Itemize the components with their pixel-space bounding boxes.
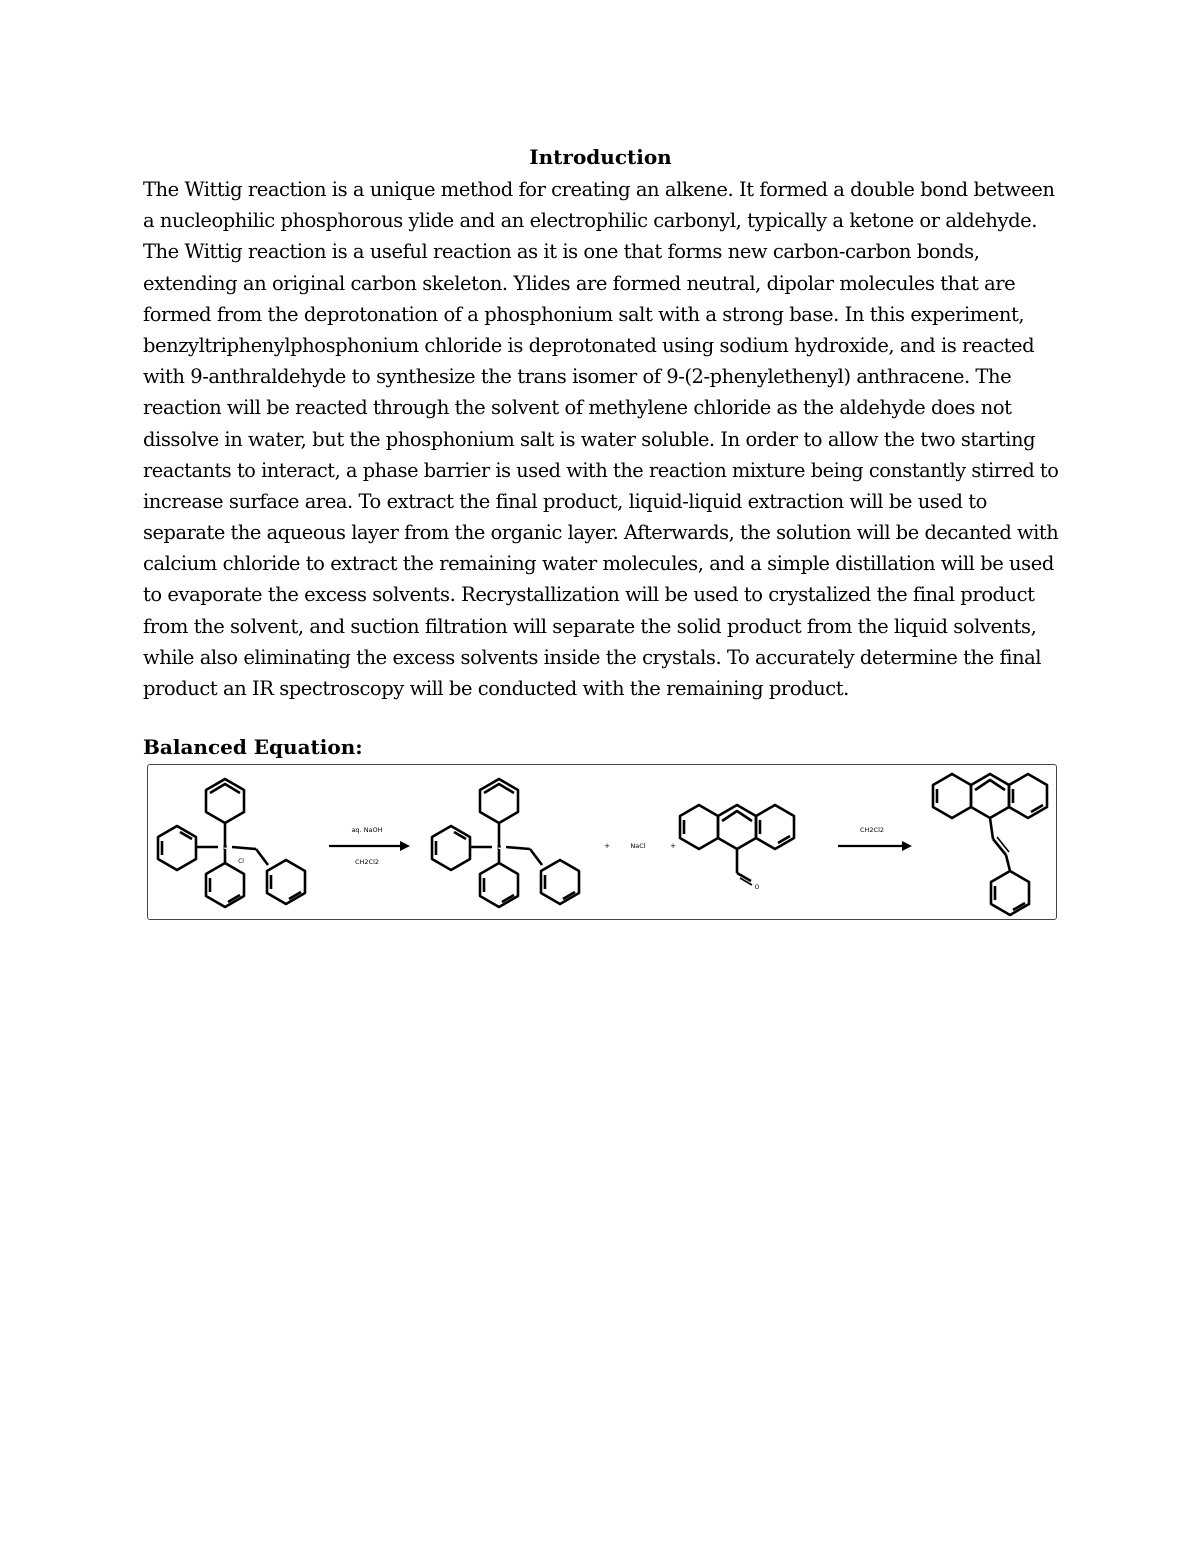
phosphorus-label: P [222,844,228,852]
intro-line: from the solvent, and suction filtration will separate the solid product from the liquid solvents, [143,614,1037,638]
page-title: Introduction [529,145,672,169]
step1-reagent-top: aq. NaOH [351,826,383,834]
intro-line: benzyltriphenylphosphonium chloride is deprotonated using sodium hydroxide, and is reacted [143,333,1035,357]
intro-line: a nucleophilic phosphorous ylide and an electrophilic carbonyl, typically a ketone or aldehyde. [143,209,1037,233]
step2-reagent: CH2Cl2 [859,826,885,834]
introduction-paragraph [143,174,1058,704]
chloride-counterion-label: Cl [238,858,244,865]
intro-line: extending an original carbon skeleton. Ylides are formed neutral, dipolar molecules that are [143,271,1016,295]
intro-line: increase surface area. To extract the final product, liquid-liquid extraction will be used to [143,489,987,513]
intro-line: reactants to interact, a phase barrier is used with the reaction mixture being constantly stirred to [143,458,1059,482]
reaction-scheme-drawing [148,765,1055,918]
phenylethenyl-anthracene-structure [933,774,1047,915]
phosphorus-ylide-structure [432,779,579,907]
intro-line: while also eliminating the excess solvents inside the crystals. To accurately determine the final [143,645,1042,669]
equation-heading: Balanced Equation: [143,735,363,759]
intro-line: The Wittig reaction is a useful reaction as it is one that forms new carbon-carbon bonds, [143,240,980,264]
intro-line: calcium chloride to extract the remaining water molecules, and a simple distillation will be used [143,552,1054,576]
reaction-arrow-2 [838,841,912,851]
intro-line: dissolve in water, but the phosphonium salt is water soluble. In order to allow the two starting [143,427,1036,451]
intro-line: separate the aqueous layer from the organic layer. Afterwards, the solution will be decanted with [143,521,1059,545]
intro-line: to evaporate the excess solvents. Recrystallization will be used to crystalized the final product [143,583,1035,607]
plus-sign-1: + [604,842,610,850]
intro-line: formed from the deprotonation of a phosphonium salt with a strong base. In this experiment, [143,302,1025,326]
benzyltriphenylphosphonium-chloride-structure [158,779,305,907]
intro-line: The Wittig reaction is a unique method for creating an alkene. It formed a double bond between [143,178,1055,201]
reaction-scheme [147,764,1057,920]
intro-line: product an IR spectroscopy will be conducted with the remaining product. [143,677,849,700]
step1-reagent-bottom: CH2Cl2 [354,858,380,866]
plus-sign-2: + [670,842,676,850]
aldehyde-oxygen-label: O [754,884,760,891]
anthraldehyde-structure [680,805,794,885]
ylide-phosphorus-label: P [496,844,502,852]
sodium-chloride-label: NaCl [630,842,646,850]
intro-line: with 9-anthraldehyde to synthesize the trans isomer of 9-(2-phenylethenyl) anthracene. The [143,365,1012,389]
intro-line: reaction will be reacted through the solvent of methylene chloride as the aldehyde does not [143,396,1012,420]
reaction-arrow-1 [329,841,410,851]
